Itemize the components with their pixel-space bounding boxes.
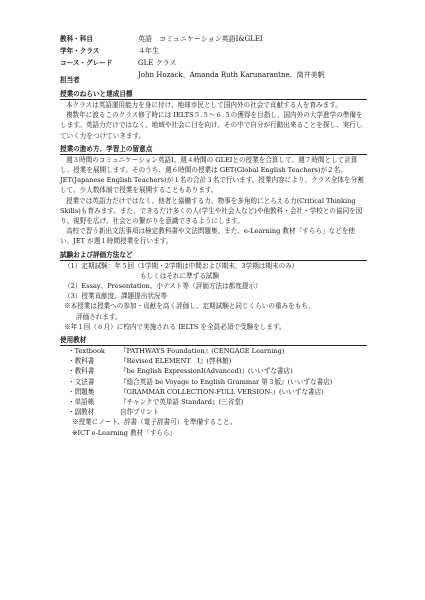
materials-heading: 使用教材 bbox=[60, 335, 367, 346]
material-title: 『Revised ELEMENT Ⅰ』(啓林館) bbox=[120, 357, 232, 366]
material-item bbox=[68, 356, 367, 366]
material-title: 『GRAMMAR COLLECTION-FULL VERSION-』(いいずな書店) bbox=[120, 387, 324, 396]
evaluation-item: （3）授業貢献度、課題提出状況等 bbox=[64, 292, 168, 301]
material-type: ・教科書 bbox=[68, 367, 95, 376]
material-title: 自作プリント bbox=[120, 408, 160, 417]
material-type: ・教科書 bbox=[68, 357, 95, 366]
method-paragraph: 高校で習う新出文法事項は検定教科書や文法問題集、また、e-Learning 教材「すらら」などを使い、JET が週１時間授業を行います。 bbox=[60, 227, 355, 246]
material-title: 『チャンクで英単語 Standard』(三省堂) bbox=[120, 398, 244, 407]
material-type: ・文法書 bbox=[68, 377, 95, 386]
material-item bbox=[68, 377, 367, 387]
material-type: ・Textbook bbox=[68, 347, 105, 356]
subject-value: 英語 コミュニケーション英語Ⅰ&GLEⅠ bbox=[138, 35, 263, 43]
evaluation-item: ※本授業は授業への参加・貢献を高く評価し、定期試験と同じくらいの重みをもち、 bbox=[64, 302, 315, 311]
course-label: コース・グレード bbox=[60, 59, 113, 67]
evaluation-item-sub: もしくはそれに準ずる試験 bbox=[140, 271, 220, 280]
evaluation-list bbox=[60, 261, 367, 332]
materials-note: ※ICT e-Learning 教材「すらら」 bbox=[72, 428, 177, 437]
material-item bbox=[68, 387, 367, 397]
method-heading: 授業の進め方、学習上の留意点 bbox=[60, 144, 367, 155]
aims-paragraph: 本クラスは英語運用能力を身に付け、地球市民として国内外の社会で貢献する人を育みます。 bbox=[65, 101, 342, 109]
material-item bbox=[68, 346, 367, 356]
course-value: GLE クラス bbox=[138, 59, 177, 67]
material-title: 『PATHWAYS Foundation』(CENGAGE Learning) bbox=[120, 347, 285, 356]
evaluation-item-continuation: 評価されます。 bbox=[76, 312, 122, 321]
material-item bbox=[68, 366, 367, 376]
material-item bbox=[68, 407, 367, 417]
grade-value: ４年生 bbox=[138, 47, 159, 55]
method-paragraph: 授業では英語力だけではなく、他者と協働する力、物事を多角的にとらえる力(Critical Thinking Skills)も育みます。また、できるだけ多くの人(学生や社会人など)や他教科・会社・学校との協同を図り、視野を広げ、社会との繋がりを意識できるようにします。 bbox=[60, 196, 363, 226]
material-item bbox=[68, 397, 367, 407]
evaluation-item: （1）定期試験：年５回（1学期・2学期は中間および期末、3学期は期末のみ） bbox=[64, 261, 299, 270]
teacher-value: John Hozack、Amanda Ruth Karunarantne、筒井美帆 bbox=[138, 71, 325, 79]
material-title: 『be English ExpressionⅠ(Advanced)』(いいずな書店) bbox=[120, 367, 293, 376]
course-info bbox=[60, 34, 367, 86]
aims-paragraph: 複数年に渡るこのクラス修了時には IELTS５.５～６.５の獲得を目指し、国内外の大学進学の準備をします。英語力だけではなく、地域や社会に目を向け、その中で自分が行動出来ることを探し、実行していく力をつけていきます。 bbox=[60, 111, 363, 140]
material-title: 『総合英語 be Voyage to English Grammar 第３版』(いいずな書店) bbox=[120, 377, 333, 386]
method-paragraph: 週３時間のコミュニケーション英語Ⅰ、週４時間の GLEⅠとの授業を合算して、週７時間として計算し、授業を展開します。そのうち、週６時間の授業は GET(Global English Teachers)が２名、JET(Japanese English Teachers)が１名の合計３名で行います。授業内容により、クラス全体を分割して、少人数体制で授業を展開することもあります。 bbox=[60, 155, 364, 195]
material-type: ・問題集 bbox=[68, 387, 95, 396]
teacher-label: 担当者 bbox=[60, 76, 80, 84]
materials-note: ※授業にノート、辞書（電子辞書可）を準備すること。 bbox=[72, 418, 237, 427]
evaluation-item: （2）Essay、Presentation、小テスト等（評価方法は都度提示） bbox=[64, 282, 262, 291]
grade-label: 学年・クラス bbox=[60, 47, 100, 55]
material-type: ・単語帳 bbox=[68, 398, 95, 407]
subject-label: 教科・科目 bbox=[60, 35, 93, 43]
aims-heading: 授業のねらいと達成目標 bbox=[60, 89, 367, 100]
material-type: ・副教材 bbox=[68, 408, 95, 417]
evaluation-heading: 試験および評価方法など bbox=[60, 250, 367, 261]
evaluation-item: ※年１回（６月）に校内で実施される IELTS を全員必須で受験をします。 bbox=[64, 322, 286, 331]
materials-list bbox=[60, 346, 367, 438]
